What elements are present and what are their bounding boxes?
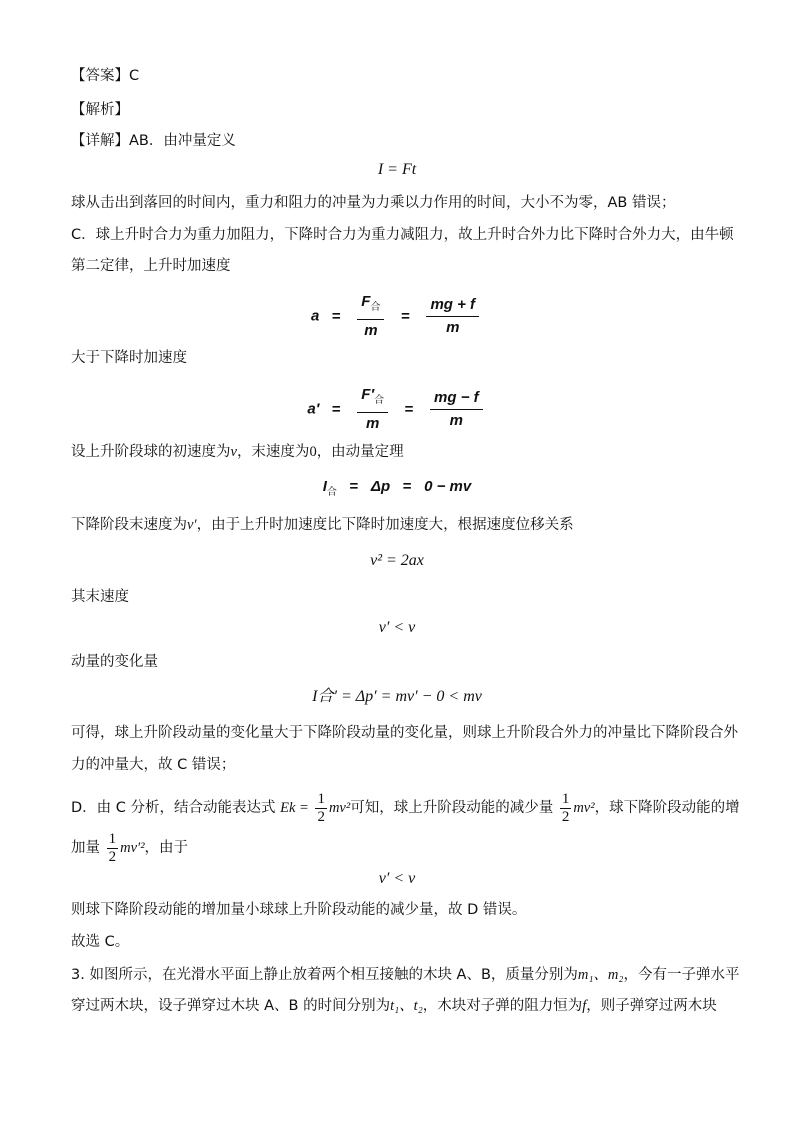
paragraph-d-conclusion: 则球下降阶段动能的增加量小球球上升阶段动能的减少量，故 D 错误。: [71, 902, 527, 918]
paragraph-conclusion-line1: 可得，球上升阶段动量的变化量大于下降阶段动量的变化量，则球上升阶段合外力的冲量比下降阶段合外: [71, 725, 738, 741]
final-speed-text: 其末速度: [71, 589, 129, 605]
paragraph-down-velocity: 下降阶段末速度为v′，由于上升时加速度比下降时加速度大，根据速度位移关系: [71, 517, 574, 533]
paragraph-set-velocity: 设上升阶段球的初速度为v，末速度为0，由动量定理: [71, 444, 404, 460]
equation-v-squared: v² = 2ax: [370, 552, 424, 569]
detail-intro: 【详解】AB．由冲量定义: [71, 133, 236, 149]
equation-acceleration-up: a = $\frac{F_合}{m}$ = $\frac{mg + f}{m}$: [0, 293, 794, 340]
analysis-label: 【解析】: [71, 102, 129, 118]
equation-momentum-theorem: $I_合 = \Delta p = 0$ − mv: [322, 478, 472, 498]
question-3-line2: 穿过两木块，设子弹穿过木块 A、B 的时间分别为t₁、t₂，木块对子弹的阻力恒为f，则子弹穿过两木块: [71, 998, 717, 1014]
choose-answer-text: 故选 C。: [71, 934, 130, 950]
answer-label: 【答案】C: [71, 68, 140, 84]
equation-impulse: I = Ft: [377, 161, 417, 178]
paragraph-d-line2: 加量 $\frac{1}{2}$ mv′²，由于: [71, 830, 189, 865]
equation-acceleration-down: a′ = $\frac{F'_合}{m}$ = $\frac{mg - f}{m}$: [0, 386, 794, 433]
paragraph-ab: 球从击出到落回的时间内，重力和阻力的冲量为力乘以力作用的时间，大小不为零，AB 错误；: [71, 195, 676, 211]
paragraph-d-line1: D．由 C 分析，结合动能表达式 Ek = $\frac{1}{2}$ mv²可知，球上升阶段动能的减少量 $\frac{1}{2}$ mv²，球下降阶段动能的增: [71, 790, 740, 825]
paragraph-conclusion-line2: 力的冲量大，故 C 错误；: [71, 757, 236, 773]
paragraph-c-line1: C．球上升时合力为重力加阻力，下降时合力为重力减阻力，故上升时合外力比下降时合外力大，由牛顿: [71, 227, 734, 243]
equation-vprime-lt-v: v′ < v: [378, 619, 416, 636]
paragraph-c-line2: 第二定律，上升时加速度: [71, 258, 231, 274]
equation-impulse-down: I合′ = Δp′ = mv′ − 0 < mv: [312, 688, 482, 705]
equation-vprime-lt-v-2: v′ < v: [378, 870, 416, 887]
greater-than-down-text: 大于下降时加速度: [71, 350, 187, 366]
question-3-line1: 3. 如图所示，在光滑水平面上静止放着两个相互接触的木块 A、B，质量分别为m₁、m₂，今有一子弹水平: [71, 967, 740, 983]
momentum-change-text: 动量的变化量: [71, 654, 158, 670]
